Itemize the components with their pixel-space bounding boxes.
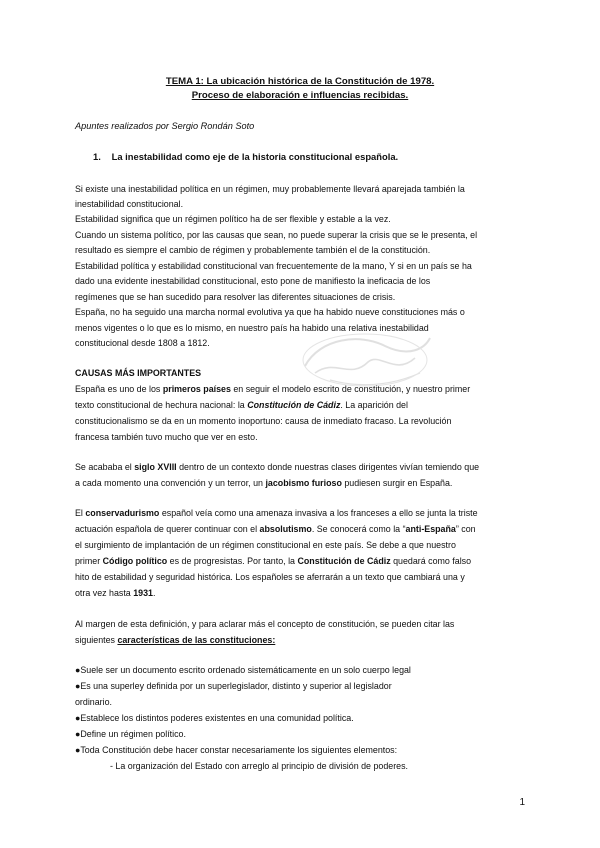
- text-line: hito de estabilidad y seguridad histórica. Los españoles se aferrarán a un texto que cambiará una y: [75, 572, 465, 582]
- bullet-item: ●Establece los distintos poderes existentes en una comunidad política.: [75, 713, 354, 723]
- text-line: el surgimiento de implantación de un régimen constitucional en este país. Se debe a que nuestro: [75, 540, 456, 550]
- document-title-line-1: TEMA 1: La ubicación histórica de la Constitución de 1978.: [165, 76, 435, 87]
- bold-text: jacobismo furioso: [265, 478, 342, 488]
- page-number: 1: [519, 797, 525, 808]
- text-line: Si existe una inestabilidad política en un régimen, muy probablemente llevará aparejada también la: [75, 184, 465, 194]
- text-line: francesa también tuvo mucho que ver en esto.: [75, 432, 258, 442]
- text-run: Se acababa el: [75, 462, 135, 472]
- text-run: .: [152, 588, 156, 598]
- text-line: resultado es siempre el cambio de régimen y probablemente también el de la constitución.: [75, 245, 431, 255]
- bold-italic-text: Constitución de Cádiz: [247, 400, 341, 410]
- text-run: El: [75, 508, 86, 518]
- text-line: inestabilidad constitucional.: [75, 199, 184, 209]
- text-line: Cuando un sistema político, por las causas que sean, no puede superar la crisis que se le presenta, el: [75, 230, 478, 240]
- sub-item: - La organización del Estado con arreglo al principio de división de poderes.: [110, 761, 408, 771]
- section-number: 1.: [93, 151, 101, 162]
- bold-underlined-text: características de las constituciones:: [117, 635, 276, 645]
- text-run: español veía como una amenaza invasiva a los franceses a ello se junta la triste: [159, 508, 478, 518]
- text-line: menos vigentes o lo que es lo mismo, en nuestro país ha habido una relativa inestabilidad: [75, 323, 429, 333]
- section-heading: [93, 151, 398, 162]
- bullet-item: ●Define un régimen político.: [75, 729, 186, 739]
- text-line: constitucional desde 1808 a 1812.: [75, 338, 210, 348]
- bullet-item: ●Suele ser un documento escrito ordenado sistemáticamente en un solo cuerpo legal: [75, 665, 411, 675]
- bold-text: Constitución de Cádiz: [297, 556, 391, 566]
- author-line: Apuntes realizados por Sergio Rondán Soto: [75, 121, 255, 131]
- bullet-continuation: ordinario.: [75, 697, 112, 707]
- bold-text: primeros países: [162, 384, 231, 394]
- bold-text: absolutismo: [259, 524, 312, 534]
- bold-text: conservadurismo: [85, 508, 160, 518]
- text-line: [75, 508, 478, 519]
- bullet-item: ●Es una superley definida por un superlegislador, distinto y superior al legislador: [75, 681, 392, 691]
- text-line: [75, 400, 408, 411]
- bold-text: 1931: [133, 588, 153, 598]
- text-run: a cada momento una convención y un terror, un: [75, 478, 266, 488]
- text-line: [75, 556, 471, 567]
- text-line: [75, 588, 155, 599]
- text-run: dentro de un contexto donde nuestras clases dirigentes vivían temiendo que: [176, 462, 480, 472]
- text-run: es de progresistas. Por tanto, la: [167, 556, 298, 566]
- text-run: actuación española de querer continuar con el: [75, 524, 260, 534]
- text-line: Estabilidad significa que un régimen político ha de ser flexible y estable a la vez.: [75, 214, 391, 224]
- bold-text: siglo XVIII: [134, 462, 177, 472]
- text-line: [75, 384, 470, 395]
- text-run: siguientes: [75, 635, 118, 645]
- causas-heading: CAUSAS MÁS IMPORTANTES: [75, 368, 202, 378]
- text-run: ” con: [455, 524, 476, 534]
- text-run: primer: [75, 556, 103, 566]
- section-title: La inestabilidad como eje de la historia constitucional española.: [111, 151, 399, 162]
- text-run: . La aparición del: [340, 400, 408, 410]
- text-line: Al margen de esta definición, y para aclarar más el concepto de constitución, se pueden citar las: [75, 619, 455, 629]
- document-title-line-2: Proceso de elaboración e influencias recibidas.: [191, 90, 409, 101]
- text-line: [75, 635, 275, 646]
- text-run: otra vez hasta: [75, 588, 134, 598]
- text-run: pudiesen surgir en España.: [341, 478, 453, 488]
- text-line: [75, 462, 479, 473]
- text-run: en seguir el modelo escrito de constitución, y nuestro primer: [230, 384, 471, 394]
- text-line: constitucionalismo se da en un momento inoportuno: causa de inmediato fracaso. La revolución: [75, 416, 452, 426]
- text-run: España es uno de los: [75, 384, 163, 394]
- text-run: . Se conocerá como la “: [311, 524, 406, 534]
- text-run: quedará como falso: [390, 556, 472, 566]
- bold-text: anti-España: [405, 524, 456, 534]
- text-line: [75, 524, 476, 535]
- bold-text: Código político: [102, 556, 168, 566]
- text-line: [75, 478, 452, 489]
- text-line: España, no ha seguido una marcha normal evolutiva ya que ha habido nueve constituciones más o: [75, 307, 465, 317]
- text-run: texto constitucional de hechura nacional: la: [75, 400, 248, 410]
- text-line: dado una evidente inestabilidad constitucional, esto pone de manifiesto la ineficacia de los: [75, 276, 431, 286]
- text-line: regímenes que se han sucedido para resolver las diferentes situaciones de crisis.: [75, 292, 396, 302]
- bullet-item: ●Toda Constitución debe hacer constar necesariamente los siguientes elementos:: [75, 745, 398, 755]
- text-line: Estabilidad política y estabilidad constitucional van frecuentemente de la mano, Y si en un país se ha: [75, 261, 472, 271]
